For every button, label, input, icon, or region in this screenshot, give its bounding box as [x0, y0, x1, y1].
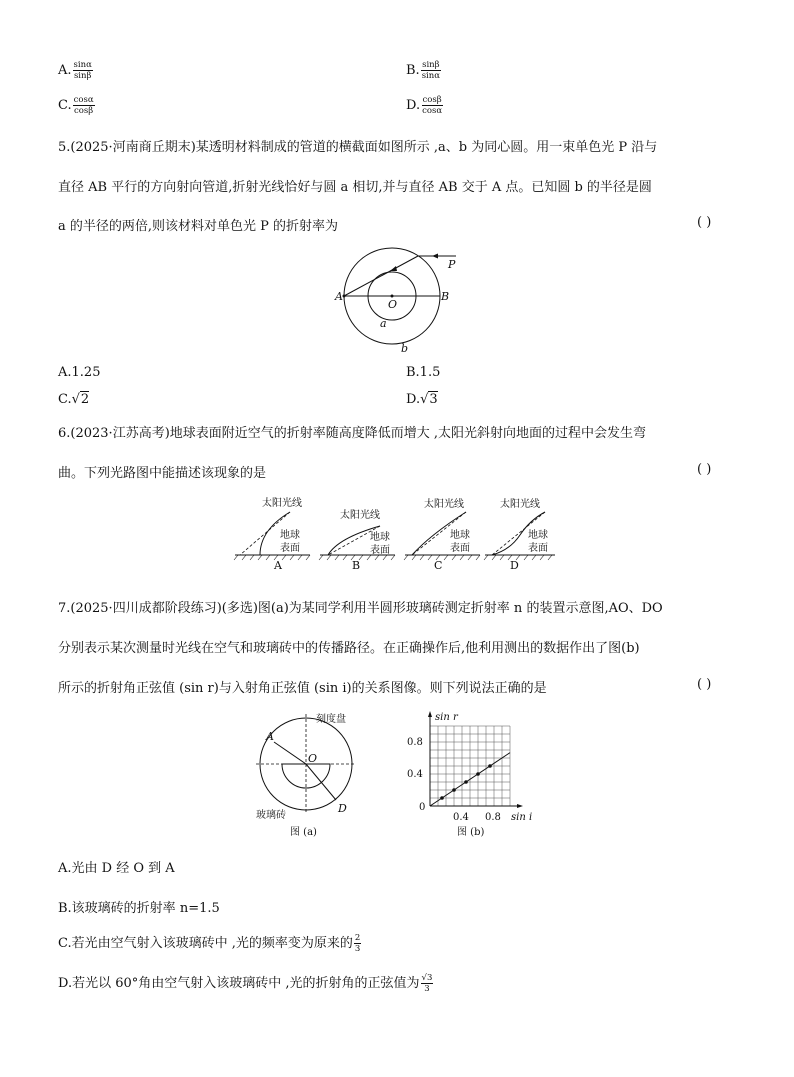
svg-text:太阳光线: 太阳光线: [340, 510, 380, 521]
y-tick-label: 0.4: [407, 769, 423, 780]
q5-option-c[interactable]: C.√2: [58, 392, 90, 407]
sqrt-icon: √2: [71, 392, 90, 407]
q4-d-fraction: $\frac{\cos\beta}{\cos\alpha}$: [422, 95, 443, 116]
svg-text:表面: 表面: [280, 543, 300, 554]
q4-a-fraction: $\frac{\sin\alpha}{\sin\beta}$: [73, 60, 92, 81]
svg-text:地球: 地球: [370, 532, 390, 543]
q7-option-a[interactable]: A.光由 D 经 O 到 A: [58, 861, 175, 876]
q4-b-fraction: $\frac{\sin\beta}{\sin\alpha}$: [421, 60, 440, 81]
q7-stem-line-2: 分别表示某次测量时光线在空气和玻璃砖中的传播路径。在正确操作后,他利用测出的数据作出了图(b): [58, 641, 640, 656]
panel-label-b: B: [352, 559, 361, 570]
q4-option-a[interactable]: A. $\frac{\sin\alpha}{\sin\beta}$: [58, 60, 92, 81]
q5-stem-line-2: 直径 AB 平行的方向射向管道,折射光线恰好与圆 a 相切,并与直径 AB 交于 A 点。已知圆 b 的半径是圆: [58, 180, 652, 195]
svg-text:表面: 表面: [370, 545, 390, 556]
panel-label-a: A: [274, 559, 282, 570]
q7-figure-b-chart: [395, 708, 545, 840]
data-point: [464, 780, 468, 784]
q7-option-d[interactable]: D.若光以 60°角由空气射入该玻璃砖中 ,光的折射角的正弦值为 $\frac{√3}{3}$: [58, 973, 433, 994]
svg-text:刻度盘: 刻度盘: [316, 714, 346, 725]
svg-text:太阳光线: 太阳光线: [500, 499, 540, 510]
q4-c-fraction: $\frac{\cos\alpha}{\cos\beta}$: [73, 95, 94, 116]
svg-text:地球: 地球: [450, 530, 470, 541]
q5-stem-line-3: a 的半径的两倍,则该材料对单色光 P 的折射率为: [58, 219, 339, 234]
label-circle-a: a: [380, 317, 387, 330]
fig-b-caption: 图 (b): [457, 827, 485, 838]
q6-answer-bracket: ( ): [697, 462, 712, 477]
fig-a-caption: 图 (a): [290, 827, 317, 838]
svg-text:太阳光线: 太阳光线: [262, 498, 302, 509]
y-tick-label: 0: [419, 802, 426, 813]
q6-figure: [230, 490, 560, 570]
q7-stem-line-1: 7.(2025·四川成都阶段练习)(多选)图(a)为某同学利用半圆形玻璃砖测定折射率 n 的装置示意图,AO、DO: [58, 601, 663, 616]
q7-option-c[interactable]: C.若光由空气射入该玻璃砖中 ,光的频率变为原来的 $\frac{2}{3}$: [58, 933, 361, 954]
q6-panel-a[interactable]: [234, 496, 310, 570]
svg-text:表面: 表面: [450, 543, 470, 554]
refracted-ray: [344, 256, 418, 296]
data-point: [440, 796, 444, 800]
data-point: [476, 772, 480, 776]
label-a-point: A: [335, 290, 343, 303]
x-axis-label: sin i: [511, 812, 533, 823]
q6-stem-line-1: 6.(2023·江苏高考)地球表面附近空气的折射率随高度降低而增大 ,太阳光斜射向地面的过程中会发生弯: [58, 426, 647, 441]
q6-panel-d[interactable]: [484, 497, 555, 570]
label-circle-b: b: [401, 342, 409, 355]
q4-option-d[interactable]: D. $\frac{\cos\beta}{\cos\alpha}$: [406, 95, 443, 116]
svg-text:表面: 表面: [528, 543, 548, 554]
svg-text:玻璃砖: 玻璃砖: [256, 810, 286, 821]
q7-c-fraction: $\frac{2}{3}$: [354, 933, 361, 954]
ground-hatch: [234, 555, 310, 560]
svg-text:地球: 地球: [528, 530, 548, 541]
x-axis-arrow-icon: [517, 804, 523, 808]
ray-arrow-icon: [432, 254, 438, 259]
q6-panel-b[interactable]: [319, 508, 395, 570]
sqrt-icon: √3: [420, 392, 438, 407]
chart-grid: [430, 726, 510, 806]
label-o: O: [388, 298, 398, 311]
y-axis-label: sin r: [435, 712, 458, 723]
q5-stem-line-1: 5.(2025·河南商丘期末)某透明材料制成的管道的横截面如图所示 ,a、b 为同心圆。用一束单色光 P 沿与: [58, 140, 658, 155]
panel-label-d: D: [510, 559, 519, 570]
q5-answer-bracket: ( ): [697, 215, 712, 230]
label-b-point: B: [441, 290, 450, 303]
ray-ao: [274, 742, 306, 764]
q7-stem-line-3: 所示的折射角正弦值 (sin r)与入射角正弦值 (sin i)的关系图像。则下列说法正确的是: [58, 681, 547, 696]
q5-option-b[interactable]: B.1.5: [406, 365, 441, 380]
ray-od: [306, 764, 336, 800]
q5-figure: [330, 245, 470, 355]
q6-stem-line-2: 曲。下列光路图中能描述该现象的是: [58, 466, 267, 481]
data-point: [488, 764, 492, 768]
svg-text:A: A: [266, 730, 274, 743]
svg-text:太阳光线: 太阳光线: [424, 499, 464, 510]
q7-answer-bracket: ( ): [697, 677, 712, 692]
q4-option-b[interactable]: B. $\frac{\sin\beta}{\sin\alpha}$: [406, 60, 440, 81]
q7-option-b[interactable]: B.该玻璃砖的折射率 n=1.5: [58, 901, 220, 916]
q4-option-c[interactable]: C. $\frac{\cos\alpha}{\cos\beta}$: [58, 95, 94, 116]
panel-label-c: C: [434, 559, 443, 570]
q5-option-d[interactable]: D.√3: [406, 392, 438, 407]
q7-d-fraction: $\frac{√3}{3}$: [421, 973, 433, 994]
svg-text:O: O: [308, 752, 318, 765]
q7-figure-a: [250, 708, 370, 840]
q5-option-a[interactable]: A.1.25: [58, 365, 101, 380]
x-tick-label: 0.4: [453, 812, 469, 823]
y-axis-arrow-icon: [428, 711, 432, 717]
data-point: [452, 788, 456, 792]
svg-text:D: D: [338, 802, 347, 815]
x-tick-label: 0.8: [485, 812, 501, 823]
svg-text:地球: 地球: [280, 530, 300, 541]
refracted-arrow-icon: [390, 266, 397, 271]
y-tick-label: 0.8: [407, 737, 423, 748]
label-p: P: [448, 258, 456, 271]
q6-panel-c[interactable]: [404, 497, 480, 570]
